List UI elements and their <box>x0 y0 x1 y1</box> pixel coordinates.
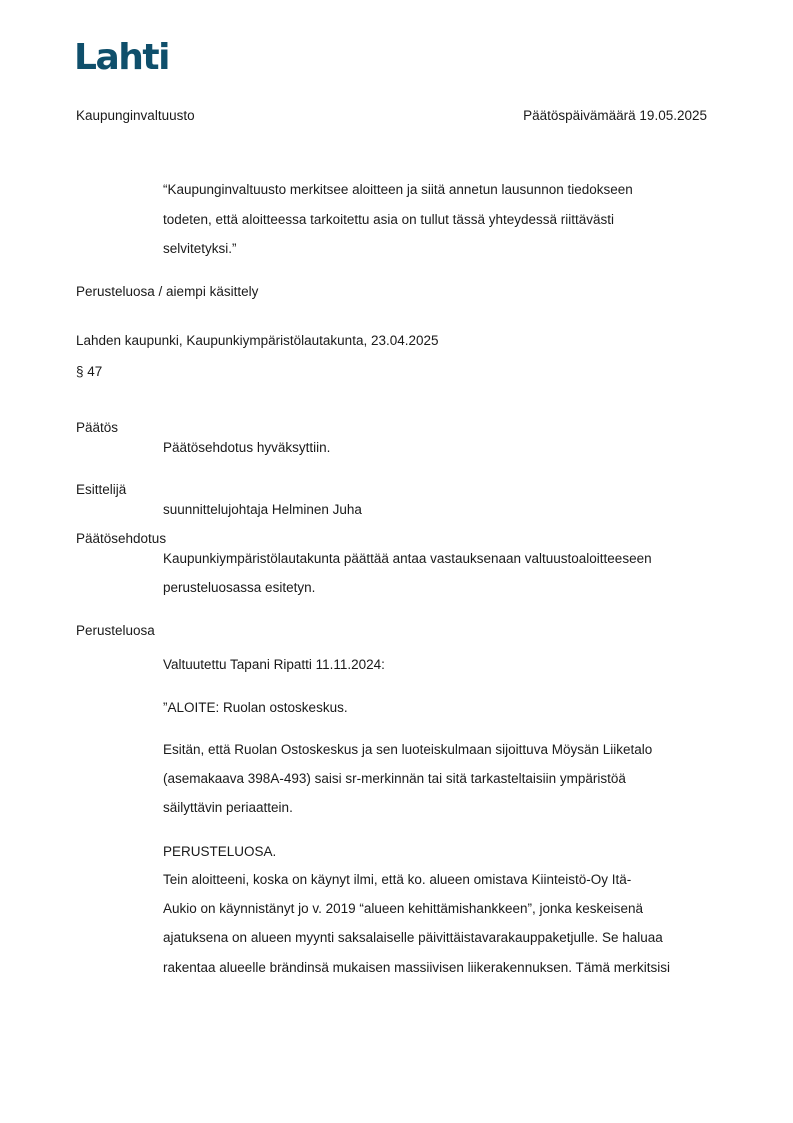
presenter-text: suunnittelujohtaja Helminen Juha <box>163 502 362 517</box>
reasoning-subheading: PERUSTELUOSA. <box>163 844 277 859</box>
proposal-label: Päätösehdotus <box>76 531 167 546</box>
presenter-label: Esittelijä <box>76 482 127 497</box>
meeting-line: Lahden kaupunki, Kaupunkiympäristölautakunta, 23.04.2025 <box>76 333 439 348</box>
initiative-proposal-line: (asemakaava 398A-493) saisi sr-merkinnän tai sitä tarkasteltaisiin ympäristöä <box>163 771 626 786</box>
quote-line: todeten, että aloitteessa tarkoitettu asia on tullut tässä yhteydessä riittävästi <box>163 212 615 227</box>
quote-line: “Kaupunginvaltuusto merkitsee aloitteen ja siitä annetun lausunnon tiedokseen <box>163 182 633 197</box>
organ-name: Kaupunginvaltuusto <box>76 108 195 123</box>
reasoning-body-line: Aukio on käynnistänyt jo v. 2019 “alueen kehittämishankkeen”, jonka keskeisenä <box>163 901 644 916</box>
initiative-proposal-line: Esitän, että Ruolan Ostoskeskus ja sen luoteiskulmaan sijoittuva Möysän Liiketalo <box>163 742 653 757</box>
proposal-line: Kaupunkiympäristölautakunta päättää antaa vastauksenaan valtuustoaloitteeseen <box>163 551 652 566</box>
section-number: § 47 <box>76 364 103 379</box>
reasoning-body-line: ajatuksena on alueen myynti saksalaiselle päivittäistavarakauppaketjulle. Se haluaa <box>163 930 663 945</box>
initiative-title: ”ALOITE: Ruolan ostoskeskus. <box>163 700 348 715</box>
proposal-line: perusteluosassa esitetyn. <box>163 580 316 595</box>
reasoning-label: Perusteluosa <box>76 623 155 638</box>
decision-date: Päätöspäivämäärä 19.05.2025 <box>523 108 707 123</box>
author-line: Valtuutettu Tapani Ripatti 11.11.2024: <box>163 657 385 672</box>
reasoning-body-line: Tein aloitteeni, koska on käynyt ilmi, että ko. alueen omistava Kiinteistö-Oy Itä- <box>163 872 632 887</box>
decision-text: Päätösehdotus hyväksyttiin. <box>163 440 331 455</box>
lahti-logo: Lahti <box>74 37 169 78</box>
initiative-proposal-line: säilyttävin periaattein. <box>163 800 293 815</box>
reasoning-body-line: rakentaa alueelle brändinsä mukaisen massiivisen liikerakennuksen. Tämä merkitsisi <box>163 960 670 975</box>
quote-line: selvitetyksi.” <box>163 241 237 256</box>
previous-handling-heading: Perusteluosa / aiempi käsittely <box>76 284 259 299</box>
decision-label: Päätös <box>76 420 119 435</box>
